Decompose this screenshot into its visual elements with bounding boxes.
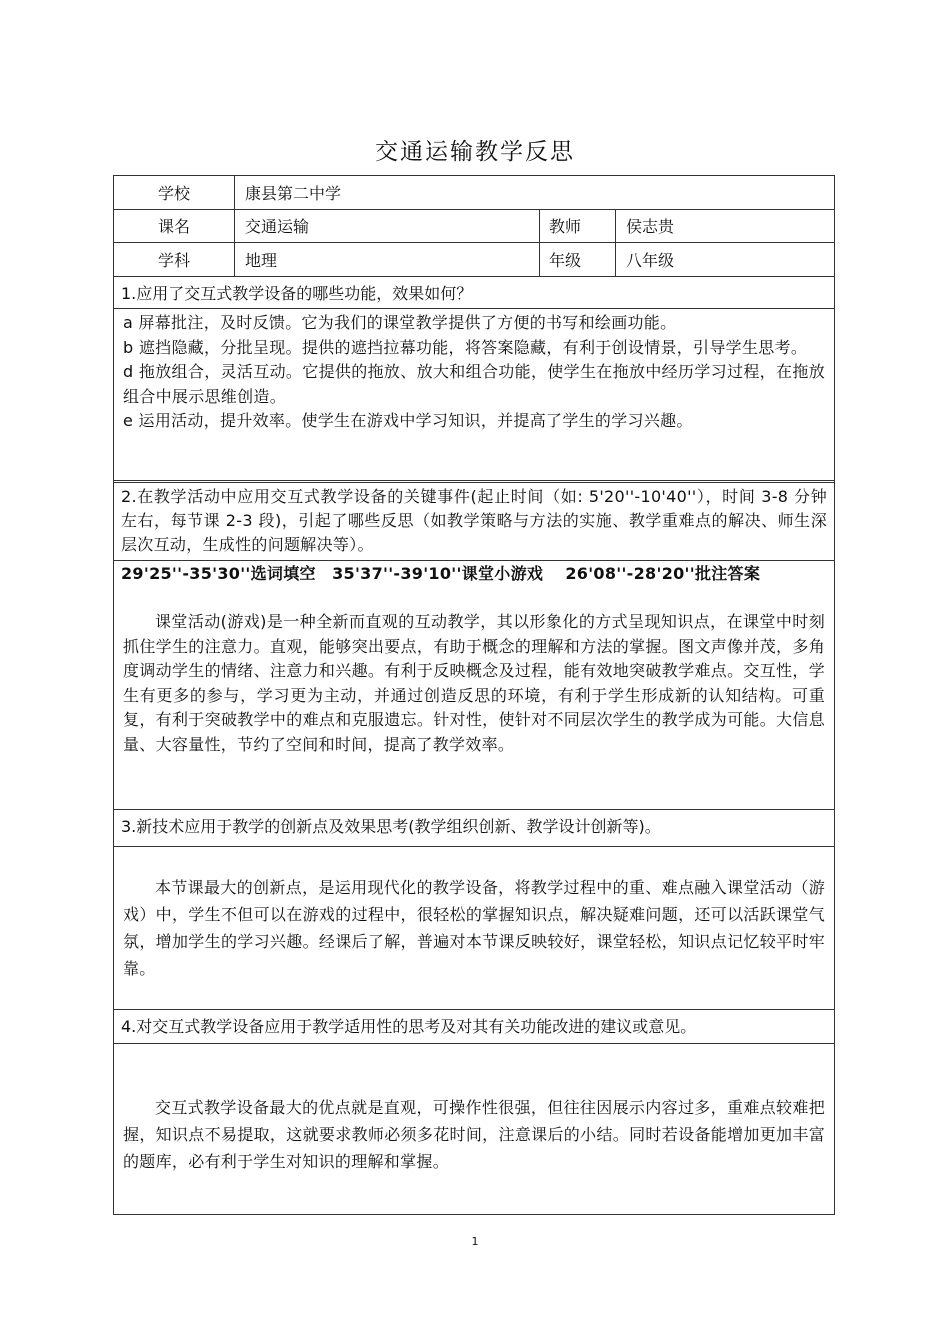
q4-answer: 交互式教学设备最大的优点就是直观，可操作性很强，但往往因展示内容过多，重难点较难把握，知识点不易提取，这就要求教师必须多花时间，注意课后的小结。同时若设备能增加更加丰富的题库，必有利于学生对知识的理解和掌握。 — [123, 1098, 825, 1171]
row-divider — [113, 209, 835, 210]
row-divider — [113, 308, 835, 309]
grade-value: 八年级 — [626, 251, 675, 270]
school-label: 学校 — [157, 184, 190, 203]
page-title: 交通运输教学反思 — [375, 139, 575, 165]
column-divider — [615, 209, 616, 276]
subject-value: 地理 — [245, 251, 278, 270]
question-2: 2.在教学活动中应用交互式教学设备的关键事件(起止时间（如: 5'20''-10'40''），时间 3-8 分钟左右，每节课 2-3 段)，引起了哪些反思（如教学策略与方法的实施、教学重难点的解决、师生深层次互动，生成性的问题解决等）。 — [121, 487, 827, 554]
section-divider — [113, 1009, 835, 1010]
q1-item-e: e 运用活动，提升效率。使学生在游戏中学习知识，并提高了学生的学习兴趣。 — [123, 411, 693, 430]
row-divider — [113, 1043, 835, 1044]
row-divider — [113, 276, 835, 277]
q2-answer: 课堂活动(游戏)是一种全新而直观的互动教学，其以形象化的方式呈现知识点，在课堂中时刻抓住学生的注意力。直观，能够突出要点，有助于概念的理解和方法的掌握。图文声像并茂，多角度调动学生的情绪、注意力和兴趣。有利于反映概念及过程，能有效地突破教学难点。交互性，学生有更多的参与，学习更为主动，并通过创造反思的环境，有利于学生形成新的认知结构。可重复，有利于突破教学中的难点和克服遗忘。针对性，使针对不同层次学生的教学成为可能。大信息量、大容量性，节约了空间和时间，提高了教学效率。 — [123, 612, 825, 754]
row-divider — [113, 846, 835, 847]
question-1: 1.应用了交互式教学设备的哪些功能，效果如何？ — [121, 284, 473, 303]
q3-answer: 本节课最大的创新点，是运用现代化的教学设备，将教学过程中的重、难点融入课堂活动（游戏）中，学生不但可以在游戏的过程中，很轻松的掌握知识点，解决疑难问题，还可以活跃课堂气氛，增加学生的学习兴趣。经课后了解，普遍对本节课反映较好，课堂轻松，知识点记忆较平时牢靠。 — [123, 878, 825, 978]
q1-item-d: d 拖放组合，灵活互动。它提供的拖放、放大和组合功能，使学生在拖放中经历学习过程，在拖放组合中展示思维创造。 — [123, 362, 825, 406]
course-value: 交通运输 — [245, 217, 310, 236]
subject-label: 学科 — [157, 251, 190, 270]
teacher-label: 教师 — [549, 217, 582, 236]
q1-answer — [123, 311, 825, 434]
section-divider — [113, 809, 835, 810]
grade-label: 年级 — [549, 251, 582, 270]
question-4: 4.对交互式教学设备应用于教学适用性的思考及对其有关功能改进的建议或意见。 — [121, 1017, 697, 1036]
q1-item-a: a 屏幕批注，及时反馈。它为我们的课堂教学提供了方便的书写和绘画功能。 — [123, 313, 677, 332]
section-divider — [113, 480, 835, 483]
row-divider — [113, 560, 835, 561]
page-number: 1 — [471, 1235, 479, 1248]
row-divider — [113, 242, 835, 243]
q1-item-b: b 遮挡隐藏，分批呈现。提供的遮挡拉幕功能，将答案隐藏，有利于创设情景，引导学生思考。 — [123, 337, 808, 357]
column-divider — [234, 175, 235, 276]
column-divider — [539, 209, 540, 276]
question-3: 3.新技术应用于教学的创新点及效果思考(教学组织创新、教学设计创新等)。 — [121, 817, 661, 836]
course-label: 课名 — [157, 217, 190, 236]
school-value: 康县第二中学 — [245, 184, 342, 203]
key-events: 29'25''-35'30''选词填空 35'37''-39'10''课堂小游戏 26'08''-28'20''批注答案 — [121, 564, 761, 583]
teacher-value: 侯志贵 — [626, 217, 675, 236]
